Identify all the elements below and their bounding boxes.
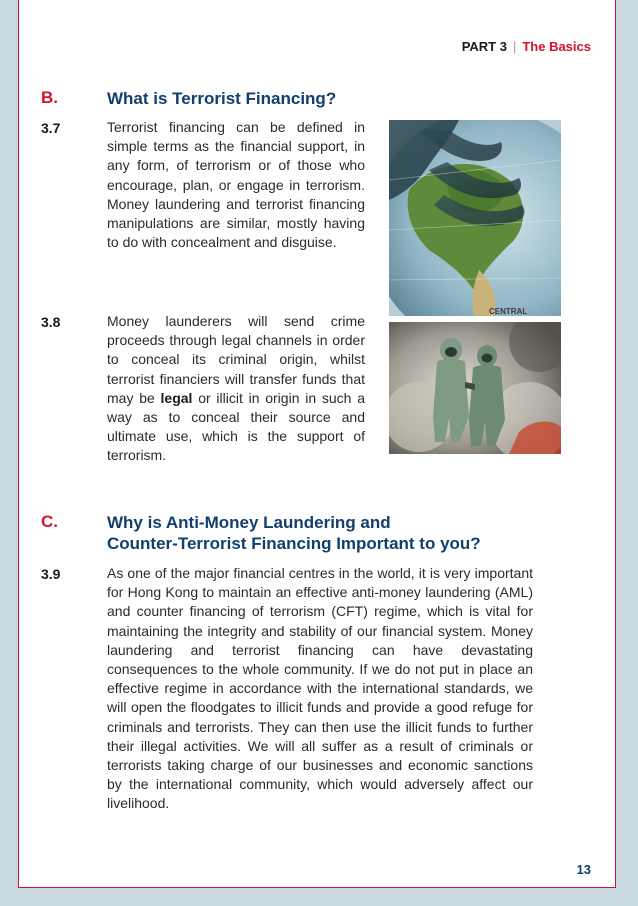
header-part: PART 3 [461,39,507,54]
section-b-letter: B. [41,88,58,107]
paragraph-number-3-9: 3.9 [41,566,61,582]
header-separator: | [512,39,517,54]
paragraph-3-8 [107,312,365,466]
page-number: 13 [576,862,591,877]
paragraph-3-8-text-a: Money launderers will send crime proceeds through legal channels in order to conceal its criminal origin, whilst terrorist financiers will transfer funds that may be [107,313,365,406]
header-section: The Basics [522,39,591,54]
document-page [18,0,616,888]
section-c-letter: C. [41,512,58,531]
paragraph-3-8-text-b: or illicit in origin in such a way as to conceal their source and ultimate use, which is the support of terrorism. [107,389,365,464]
hazmat-workers-image [389,322,561,454]
paragraph-number-3-7: 3.7 [41,120,61,136]
section-b-title: What is Terrorist Financing? [107,89,337,108]
running-header [462,39,591,54]
section-c-title-line1: Why is Anti-Money Laundering and [107,513,391,532]
paragraph-3-8-bold: legal [160,389,193,406]
globe-label: CENTRAL [489,307,528,316]
paragraph-3-7: Terrorist financing can be defined in simple terms as the financial support, in any form, of terrorism or of those who encourage, plan, or engage in terrorism. Money laundering and terrorist financing manipulations are similar, mostly having to do with concealment and disguise. [107,119,365,251]
section-c-title-line2: Counter-Terrorist Financing Important to you? [107,534,481,553]
paragraph-number-3-8: 3.8 [41,314,61,330]
paragraph-3-9: As one of the major financial centres in the world, it is very important for Hong Kong to maintain an effective anti-money laundering (AML) and counter financing of terrorism (CFT) regime, which is vital for maintaining the integrity and stability of our financial system. Money laundering and terrorist financing can have devastating consequences to the whole community. If we do not put in place an effective regime in accordance with the international standards, we will open the floodgates to illicit funds and provide a good refuge for criminals and terrorists. They can then use the illicit funds to further their illegal activities. We will all suffer as a result of criminals or terrorists taking charge of our businesses and economic sanctions by the international community, which would adversely affect our livelihood. [107,565,533,812]
globe-hand-image [389,120,561,316]
section-c-title [107,512,481,554]
